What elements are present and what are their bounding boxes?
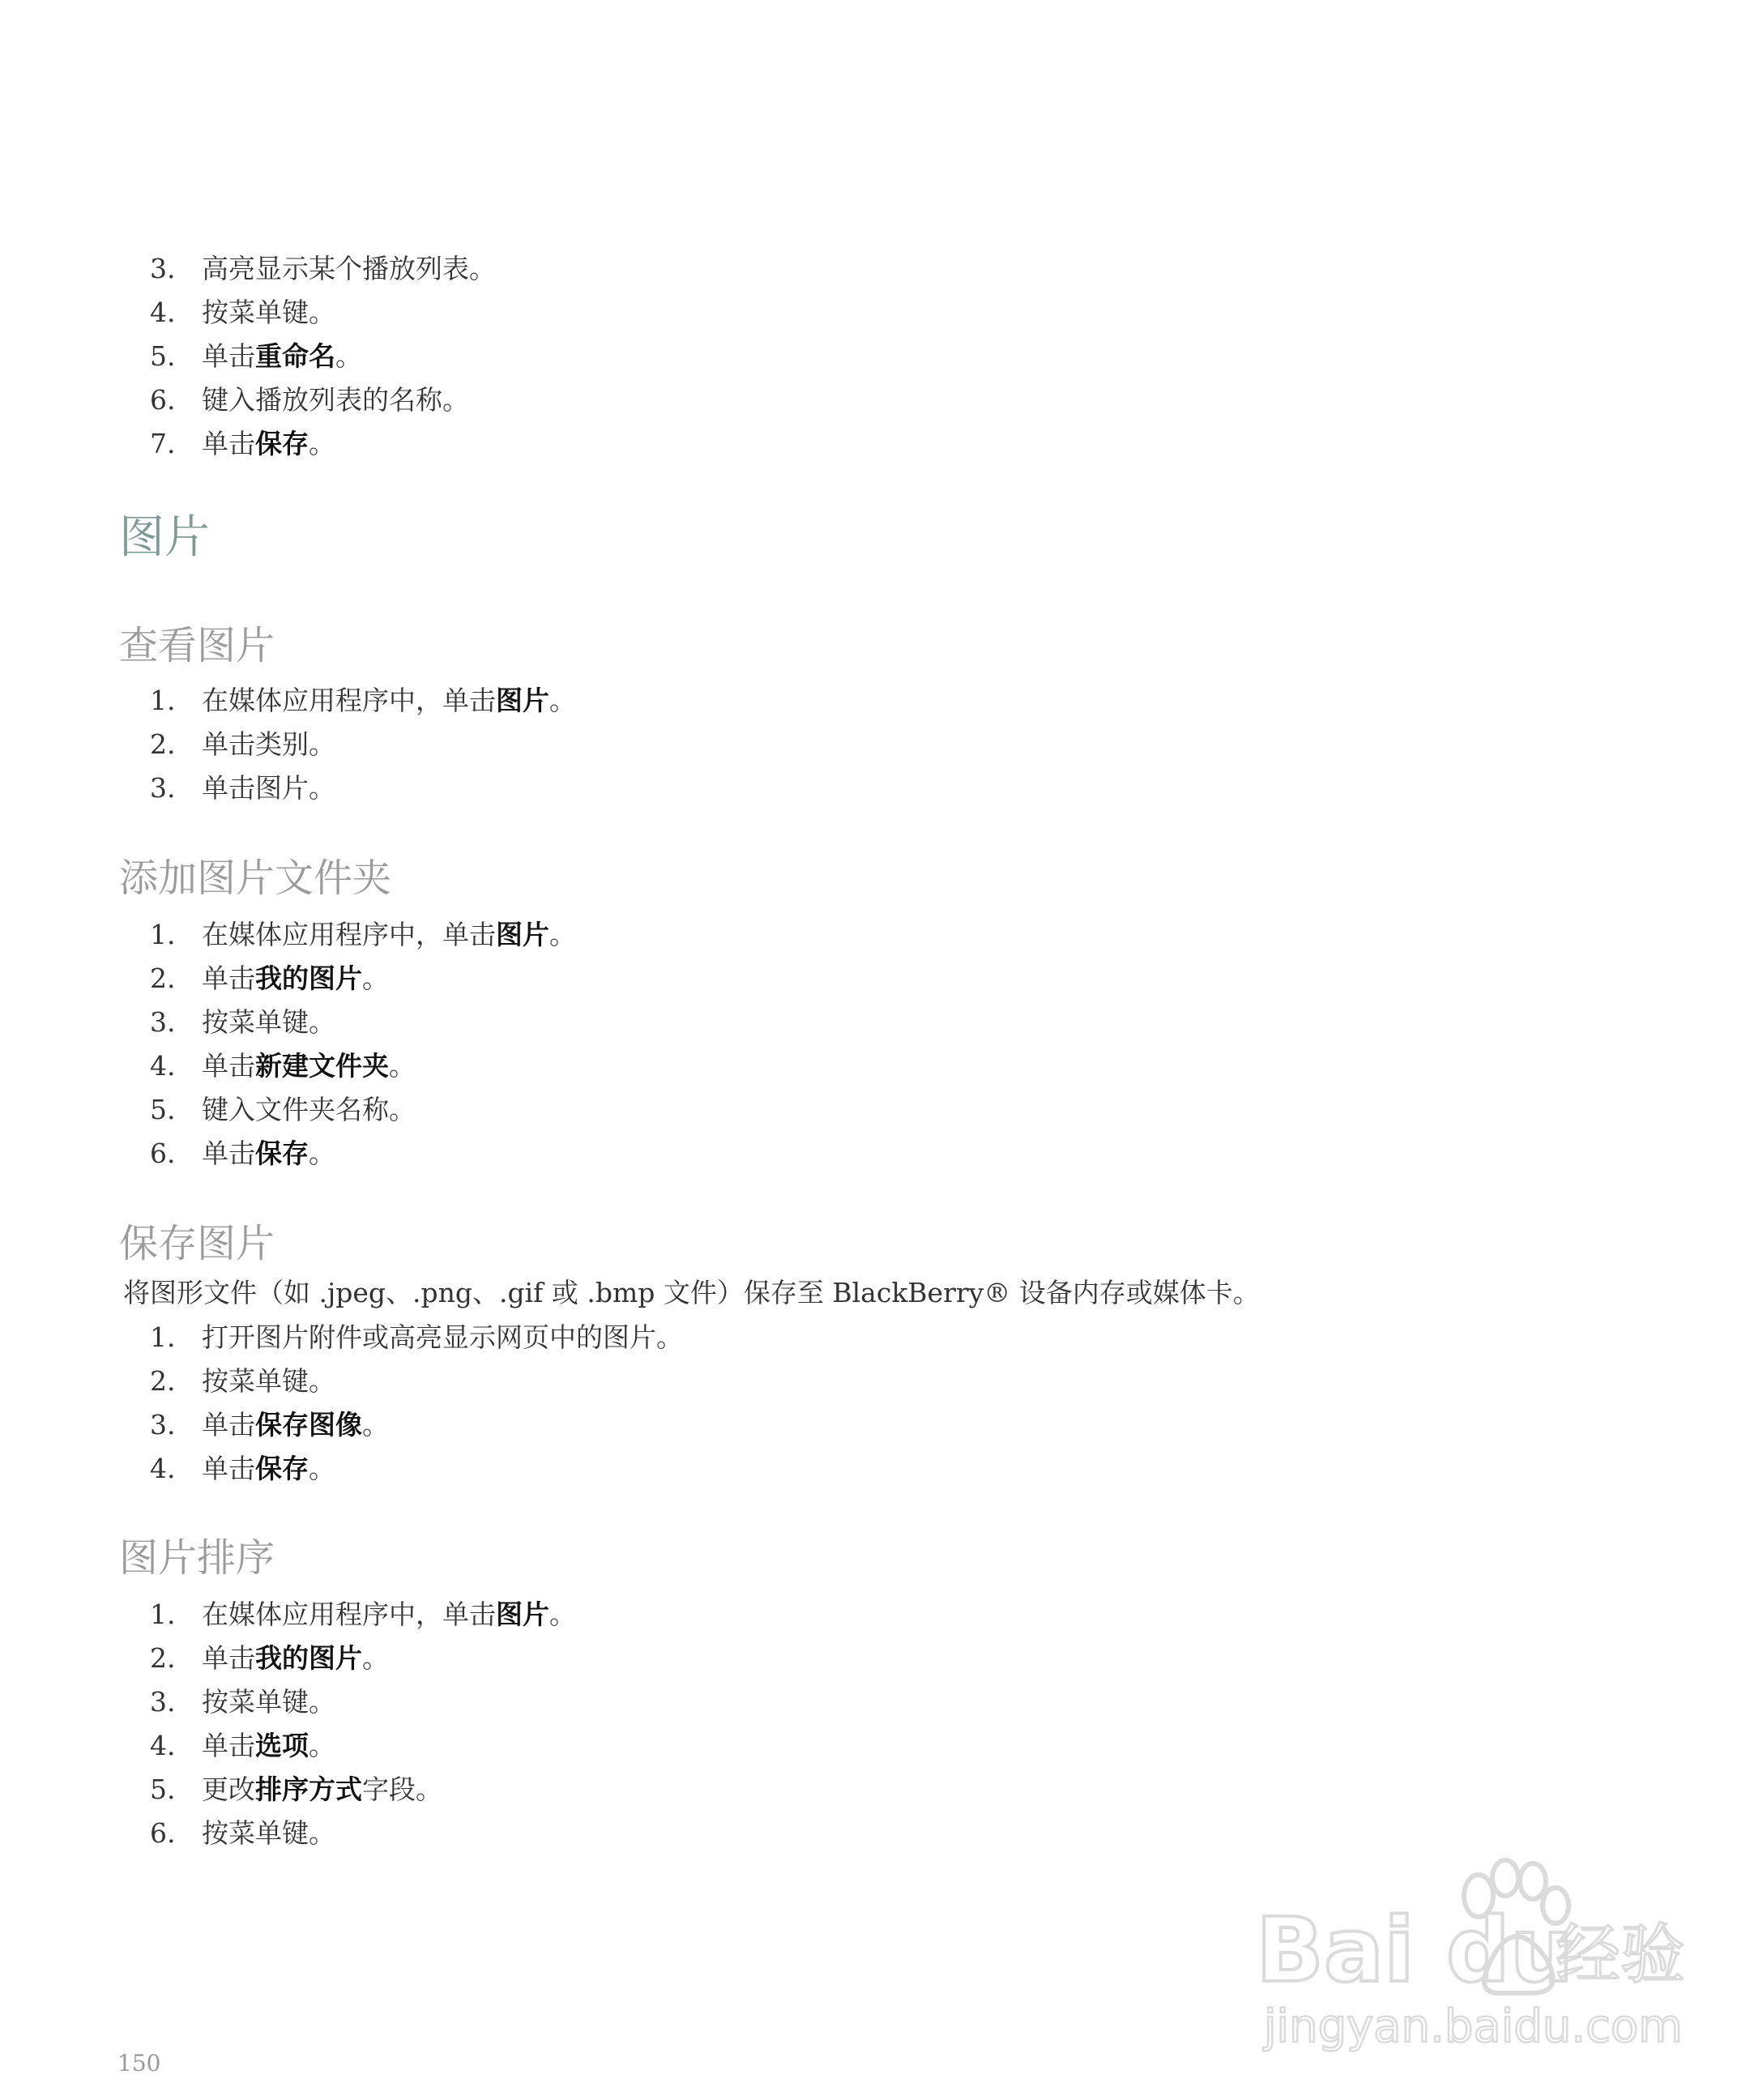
step-number: 2. xyxy=(150,728,176,760)
step-text-lead: 单击 xyxy=(202,1050,255,1082)
list-item xyxy=(150,1403,683,1447)
step-text-lead: 高亮显示某个播放列表。 xyxy=(202,253,496,284)
step-list-playlist xyxy=(150,247,496,466)
step-number: 3. xyxy=(150,1409,176,1441)
list-item xyxy=(150,1680,576,1724)
list-item xyxy=(150,913,576,957)
step-text xyxy=(202,1050,416,1082)
step-ui-term: 我的图片 xyxy=(255,1642,362,1674)
step-list-view xyxy=(150,679,576,810)
step-text-tail: 。 xyxy=(362,1642,389,1674)
step-ui-term: 我的图片 xyxy=(255,962,362,994)
watermark-url: jingyan.baidu.com xyxy=(1264,2000,1683,2053)
step-ui-term: 保存 xyxy=(255,428,309,459)
step-text xyxy=(202,1773,442,1805)
step-ui-term: 保存 xyxy=(255,1453,309,1484)
step-ui-term: 保存图像 xyxy=(255,1409,362,1441)
list-item xyxy=(150,766,576,810)
watermark-cn: 经验 xyxy=(1556,1917,1685,1992)
step-text xyxy=(202,1817,335,1849)
step-text-lead: 单击 xyxy=(202,962,255,994)
step-text-lead: 按菜单键。 xyxy=(202,1006,335,1038)
step-number: 3. xyxy=(150,1686,176,1718)
step-number: 3. xyxy=(150,1006,176,1038)
step-text-lead: 在媒体应用程序中，单击 xyxy=(202,685,496,716)
list-item xyxy=(150,1044,576,1088)
step-number: 1. xyxy=(150,919,176,950)
step-text xyxy=(202,1598,576,1630)
step-text xyxy=(202,962,389,994)
page-number: 150 xyxy=(117,2050,161,2077)
heading-sort-pictures: 图片排序 xyxy=(119,1535,275,1581)
step-ui-term: 保存 xyxy=(255,1138,309,1169)
step-text xyxy=(202,728,335,760)
step-text-tail: 。 xyxy=(549,1598,576,1630)
step-number: 3. xyxy=(150,772,176,804)
step-number: 5. xyxy=(150,340,176,372)
list-item xyxy=(150,1088,576,1132)
list-item xyxy=(150,1724,576,1768)
step-number: 7. xyxy=(150,428,176,459)
list-item xyxy=(150,723,576,766)
step-text-lead: 单击 xyxy=(202,1138,255,1169)
list-item xyxy=(150,1637,576,1680)
baidu-watermark-logo xyxy=(1248,1839,1685,2066)
list-item xyxy=(150,422,496,466)
step-ui-term: 重命名 xyxy=(255,340,335,372)
step-ui-term: 新建文件夹 xyxy=(255,1050,389,1082)
step-text-tail: 。 xyxy=(549,685,576,716)
step-text-lead: 键入文件夹名称。 xyxy=(202,1094,416,1125)
step-text-lead: 在媒体应用程序中，单击 xyxy=(202,919,496,950)
step-text-tail: 。 xyxy=(549,919,576,950)
watermark-brand: Bai xyxy=(1256,1898,1415,2002)
list-item xyxy=(150,247,496,291)
list-item xyxy=(150,378,496,422)
step-text-lead: 单击类别。 xyxy=(202,728,335,760)
step-number: 6. xyxy=(150,1138,176,1169)
step-number: 6. xyxy=(150,384,176,416)
step-text-tail: 。 xyxy=(309,428,335,459)
step-text-tail: 字段。 xyxy=(362,1773,442,1805)
list-item xyxy=(150,1447,683,1491)
step-ui-term: 排序方式 xyxy=(255,1773,362,1805)
step-text-lead: 单击 xyxy=(202,1453,255,1484)
step-number: 4. xyxy=(150,297,176,328)
step-text xyxy=(202,428,335,459)
step-number: 1. xyxy=(150,685,176,716)
step-text-tail: 。 xyxy=(335,340,362,372)
step-ui-term: 图片 xyxy=(496,919,549,950)
step-text xyxy=(202,340,362,372)
step-text xyxy=(202,384,469,416)
list-item xyxy=(150,1593,576,1637)
step-number: 4. xyxy=(150,1453,176,1484)
step-text-lead: 按菜单键。 xyxy=(202,1817,335,1849)
step-list-add-folder xyxy=(150,913,576,1176)
step-text xyxy=(202,1642,389,1674)
section-heading-pictures: 图片 xyxy=(119,511,210,564)
step-text xyxy=(202,1094,416,1125)
step-number: 5. xyxy=(150,1094,176,1125)
step-number: 3. xyxy=(150,253,176,284)
step-text xyxy=(202,1365,335,1397)
step-text xyxy=(202,1006,335,1038)
step-text xyxy=(202,772,335,804)
step-number: 6. xyxy=(150,1817,176,1849)
step-ui-term: 图片 xyxy=(496,1598,549,1630)
heading-add-folder: 添加图片文件夹 xyxy=(119,856,392,901)
step-text xyxy=(202,297,335,328)
step-ui-term: 图片 xyxy=(496,685,549,716)
step-number: 2. xyxy=(150,1365,176,1397)
step-text-lead: 按菜单键。 xyxy=(202,1686,335,1718)
step-text xyxy=(202,919,576,950)
step-text xyxy=(202,1321,683,1353)
step-text-tail: 。 xyxy=(309,1138,335,1169)
step-text-tail: 。 xyxy=(362,1409,389,1441)
step-text-lead: 更改 xyxy=(202,1773,255,1805)
watermark-brand-du: du xyxy=(1446,1898,1574,2002)
list-item xyxy=(150,1359,683,1403)
step-number: 2. xyxy=(150,1642,176,1674)
step-text-lead: 按菜单键。 xyxy=(202,1365,335,1397)
step-text-lead: 单击图片。 xyxy=(202,772,335,804)
step-text xyxy=(202,1409,389,1441)
step-text-tail: 。 xyxy=(389,1050,416,1082)
step-text-tail: 。 xyxy=(309,1453,335,1484)
heading-view-pictures: 查看图片 xyxy=(119,623,275,668)
step-text xyxy=(202,1138,335,1169)
step-number: 1. xyxy=(150,1598,176,1630)
step-text-lead: 单击 xyxy=(202,340,255,372)
list-item xyxy=(150,1132,576,1176)
step-text-lead: 打开图片附件或高亮显示网页中的图片。 xyxy=(202,1321,683,1353)
step-ui-term: 选项 xyxy=(255,1730,309,1761)
list-item xyxy=(150,1316,683,1359)
step-text-lead: 单击 xyxy=(202,1642,255,1674)
step-number: 4. xyxy=(150,1730,176,1761)
step-list-save xyxy=(150,1316,683,1491)
step-text-lead: 单击 xyxy=(202,1730,255,1761)
step-number: 4. xyxy=(150,1050,176,1082)
step-text xyxy=(202,1686,335,1718)
list-item xyxy=(150,1812,576,1855)
step-text-lead: 键入播放列表的名称。 xyxy=(202,384,469,416)
list-item xyxy=(150,291,496,335)
list-item xyxy=(150,335,496,378)
step-text-lead: 按菜单键。 xyxy=(202,297,335,328)
list-item xyxy=(150,957,576,1001)
step-number: 2. xyxy=(150,962,176,994)
step-text xyxy=(202,253,496,284)
step-text xyxy=(202,1730,335,1761)
step-text-tail: 。 xyxy=(362,962,389,994)
step-text-lead: 单击 xyxy=(202,428,255,459)
step-text xyxy=(202,685,576,716)
save-description: 将图形文件（如 .jpeg、.png、.gif 或 .bmp 文件）保存至 BlackBerry® 设备内存或媒体卡。 xyxy=(123,1277,1260,1308)
step-text xyxy=(202,1453,335,1484)
step-list-sort xyxy=(150,1593,576,1855)
heading-save-picture: 保存图片 xyxy=(119,1221,275,1266)
step-text-lead: 在媒体应用程序中，单击 xyxy=(202,1598,496,1630)
step-number: 1. xyxy=(150,1321,176,1353)
step-number: 5. xyxy=(150,1773,176,1805)
list-item xyxy=(150,1768,576,1812)
list-item xyxy=(150,679,576,723)
step-text-tail: 。 xyxy=(309,1730,335,1761)
step-text-lead: 单击 xyxy=(202,1409,255,1441)
list-item xyxy=(150,1001,576,1044)
